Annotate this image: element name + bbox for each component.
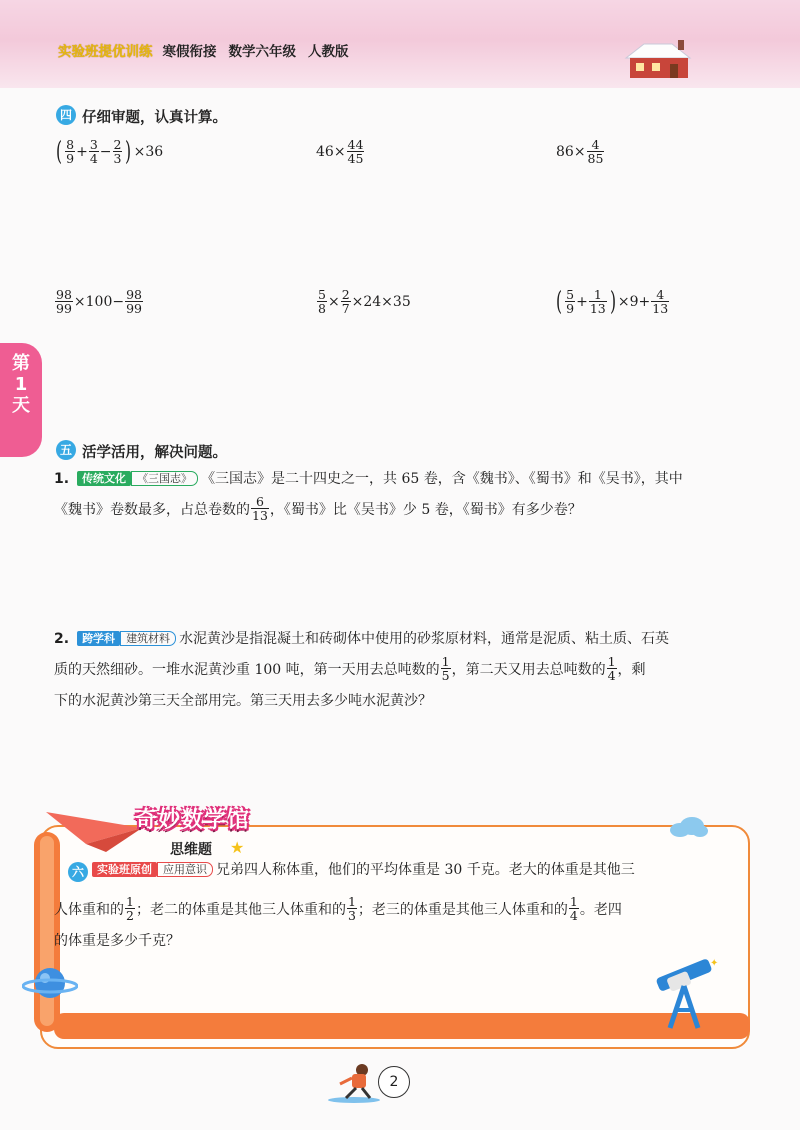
fraction — [347, 895, 357, 922]
cloud-icon — [668, 816, 708, 838]
fraction — [589, 288, 607, 315]
fraction — [89, 138, 99, 165]
fraction — [317, 288, 327, 315]
denominator: 2 — [126, 907, 134, 923]
star-icon: ★ — [230, 838, 245, 857]
numerator: 2 — [113, 137, 122, 152]
category-tag: 传统文化 — [77, 471, 131, 486]
fraction — [651, 288, 669, 315]
telescope-icon — [648, 958, 724, 1030]
denominator: 13 — [252, 507, 268, 523]
denominator: 4 — [607, 667, 616, 683]
numerator: 98 — [126, 287, 142, 302]
expression-tail: ×36 — [133, 143, 164, 160]
question-text: 质的天然细砂。一堆水泥黄沙重 100 吨，第一天用去总吨数的 — [54, 662, 440, 678]
denominator: 85 — [587, 151, 604, 166]
thinking-question — [92, 855, 722, 886]
denominator: 4 — [89, 151, 98, 166]
expression-lead: 86× — [556, 143, 586, 160]
numerator: 8 — [66, 137, 75, 152]
question-number: 2. — [54, 631, 70, 647]
numerator: 2 — [341, 287, 350, 302]
numerator: 5 — [566, 287, 575, 302]
svg-text:✦: ✦ — [710, 958, 719, 969]
paren-open: ( — [556, 286, 563, 317]
numerator: 1 — [593, 287, 602, 302]
numerator: 1 — [607, 653, 616, 669]
problem-5 — [316, 288, 411, 315]
fraction — [113, 138, 123, 165]
fraction — [125, 895, 135, 922]
banner-scroll-bottom — [54, 1013, 750, 1039]
question-text: 人体重和的 — [54, 902, 124, 918]
fraction — [55, 288, 73, 315]
question-text: 《魏书》卷数最多，占总卷数的 — [54, 502, 250, 518]
header-subtitle: 寒假衔接 — [162, 44, 217, 60]
page-number: 2 — [378, 1066, 410, 1098]
numerator: 1 — [441, 653, 450, 669]
fraction — [125, 288, 143, 315]
denominator: 99 — [56, 301, 72, 316]
denominator: 7 — [341, 301, 350, 316]
header-grade: 数学六年级 — [228, 44, 296, 60]
expression-mid: ×9+ — [617, 293, 651, 310]
fraction — [569, 895, 579, 922]
section-six-badge: 六 — [68, 862, 88, 882]
fraction — [565, 288, 575, 315]
brand-title: 实验班提优训练 — [58, 44, 153, 60]
numerator: 1 — [347, 893, 356, 909]
denominator: 4 — [569, 907, 578, 923]
numerator: 3 — [89, 137, 98, 152]
numerator: 98 — [56, 287, 72, 302]
question-text: 的体重是多少千克？ — [54, 933, 180, 949]
operator: × — [327, 293, 340, 310]
question-text: ，《蜀书》比《吴书》少 5 卷，《蜀书》有多少卷？ — [269, 502, 582, 518]
numerator: 4 — [591, 137, 600, 152]
denominator: 45 — [347, 151, 364, 166]
denominator: 9 — [566, 301, 575, 316]
numerator: 1 — [569, 893, 578, 909]
operator: − — [99, 143, 112, 160]
denominator: 9 — [66, 151, 75, 166]
question-text: ；老三的体重是其他三人体重和的 — [357, 902, 568, 918]
subcategory-tag: 应用意识 — [157, 862, 213, 877]
subcategory-tag: 建筑材料 — [120, 631, 176, 646]
paren-close: ) — [125, 136, 132, 167]
paper-plane-icon — [46, 802, 146, 852]
denominator: 5 — [441, 667, 450, 683]
question-text: ；老二的体重是其他三人体重和的 — [135, 902, 346, 918]
fraction — [607, 655, 617, 682]
expression-tail: ×24×35 — [351, 293, 411, 310]
planet-icon — [22, 960, 78, 1006]
question-2 — [54, 624, 744, 717]
fraction — [65, 138, 75, 165]
question-text: 下的水泥黄沙第三天全部用完。第三天用去多少吨水泥黄沙？ — [54, 693, 432, 709]
category-tag: 跨学科 — [77, 631, 120, 646]
paren-close: ) — [609, 286, 616, 317]
denominator: 3 — [113, 151, 122, 166]
question-text: 兄弟四人称体重，他们的平均体重是 30 千克。老大的体重是其他三 — [216, 862, 635, 878]
question-text: 水泥黄沙是指混凝土和砖砌体中使用的砂浆原材料，通常是泥质、粘土质、石英 — [179, 631, 670, 647]
expression-mid: ×100− — [73, 293, 125, 310]
header-edition: 人教版 — [308, 44, 349, 60]
problem-2 — [316, 138, 365, 165]
fraction — [441, 655, 451, 682]
denominator: 8 — [318, 301, 326, 316]
numerator: 6 — [255, 493, 264, 509]
numerator: 44 — [347, 137, 364, 152]
denominator: 13 — [652, 301, 669, 316]
problem-1 — [54, 138, 163, 165]
denominator: 99 — [126, 301, 142, 316]
denominator: 3 — [347, 907, 356, 923]
numerator: 4 — [656, 287, 665, 302]
question-text: 。老四 — [579, 902, 622, 918]
section-four-title: 仔细审题，认真计算。 — [82, 110, 227, 126]
problem-3 — [556, 138, 605, 165]
section-five-title: 活学活用，解决问题。 — [82, 445, 227, 461]
section-four-badge: 四 — [56, 105, 76, 125]
category-tag: 实验班原创 — [92, 862, 157, 877]
fraction — [341, 288, 351, 315]
thinking-question-cont — [54, 895, 734, 957]
subcategory-tag: 《三国志》 — [131, 471, 198, 486]
running-kid-icon — [326, 1062, 382, 1104]
denominator: 13 — [589, 301, 606, 316]
operator: + — [576, 293, 588, 310]
expression-lead: 46× — [316, 143, 346, 160]
question-number: 1. — [54, 471, 70, 487]
day-tab-label — [4, 353, 38, 416]
numerator: 5 — [318, 287, 326, 302]
day-tab-text: 第1天 — [12, 353, 30, 416]
fraction — [587, 138, 605, 165]
fraction — [347, 138, 365, 165]
numerator: 1 — [126, 893, 134, 909]
problem-6 — [554, 288, 670, 315]
header-title — [58, 40, 361, 60]
snow-house-icon — [622, 40, 694, 80]
problem-4 — [54, 288, 144, 315]
fraction — [251, 495, 269, 522]
question-text: 《三国志》是二十四史之一，共 65 卷，含《魏书》、《蜀书》和《吴书》，其中 — [201, 471, 683, 487]
paren-open: ( — [56, 136, 63, 167]
museum-title: 奇妙数学馆 — [135, 808, 251, 833]
question-text: ，第二天又用去总吨数的 — [451, 662, 606, 678]
question-text: ，剩 — [617, 662, 646, 678]
operator: + — [76, 143, 88, 160]
section-five-badge: 五 — [56, 440, 76, 460]
question-1 — [54, 464, 744, 526]
thinking-title: 思维题 — [170, 842, 212, 858]
